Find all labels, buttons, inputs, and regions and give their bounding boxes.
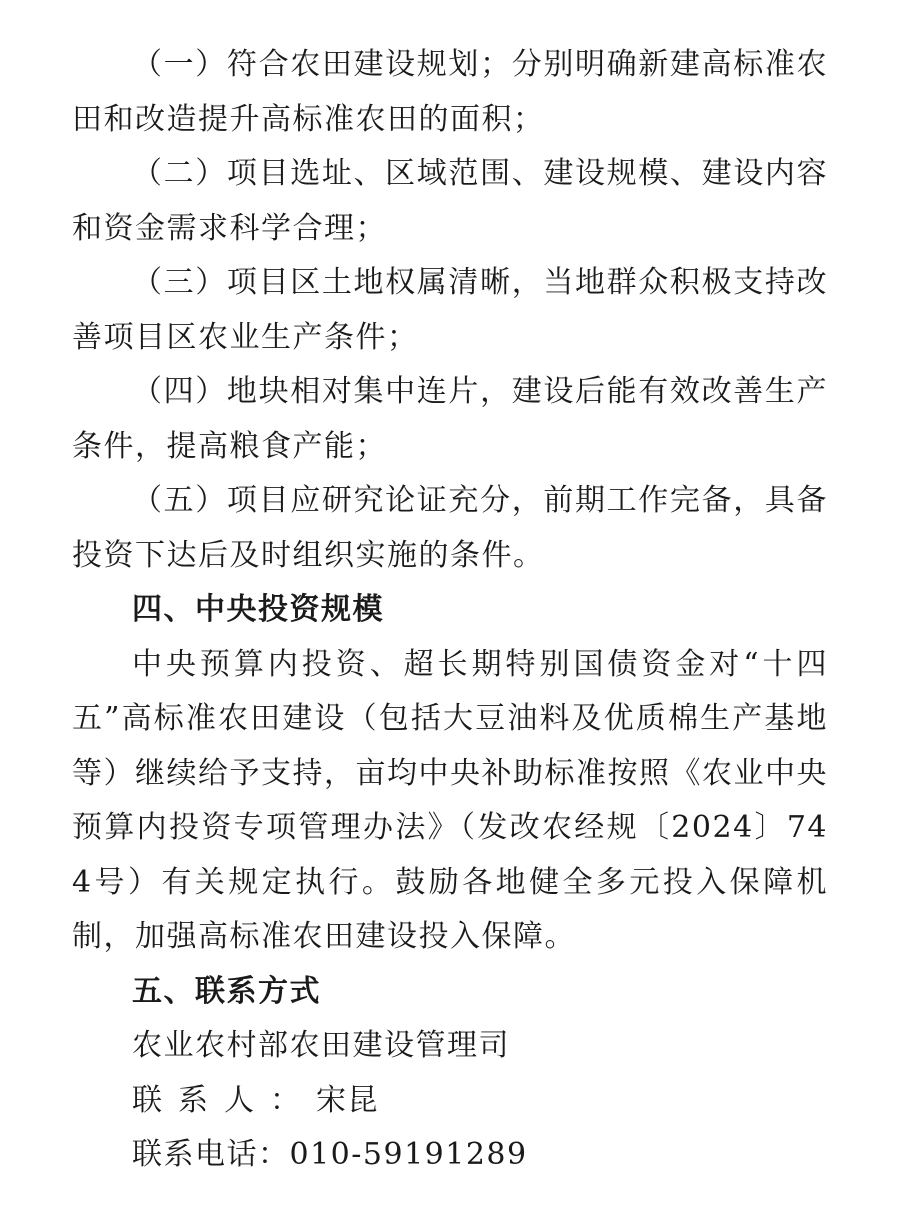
contact-person-line bbox=[72, 1074, 828, 1129]
condition-2: （二）项目选址、区域范围、建设规模、建设内容和资金需求科学合理； bbox=[72, 156, 828, 246]
contact-person-label: 联系人： bbox=[132, 1082, 316, 1118]
section-4-heading: 四、中央投资规模 bbox=[132, 592, 384, 627]
condition-5: （五）项目应研究论证充分，前期工作完备，具备投资下达后及时组织实施的条件。 bbox=[72, 483, 828, 573]
contact-phone-number: 010-59191289 bbox=[289, 1137, 528, 1172]
condition-3: （三）项目区土地权属清晰，当地群众积极支持改善项目区农业生产条件； bbox=[72, 265, 828, 355]
condition-4: （四）地块相对集中连片，建设后能有效改善生产条件，提高粮食产能； bbox=[72, 374, 828, 464]
contact-organization: 农业农村部农田建设管理司 bbox=[132, 1028, 510, 1063]
contact-person-name: 宋昆 bbox=[316, 1082, 379, 1118]
contact-phone-label: 联系电话： bbox=[132, 1137, 290, 1172]
section-4-body: 中央预算内投资、超长期特别国债资金对“十四五”高标准农田建设（包括大豆油料及优质棉生产基地等）继续给予支持，亩均中央补助标准按照《农业中央预算内投资专项管理办法》（发改农经规〔2024〕744号）有关规定执行。鼓励各地健全多元投入保障机制，加强高标准农田建设投入保障。 bbox=[72, 646, 828, 954]
section-5-heading: 五、联系方式 bbox=[132, 973, 321, 1009]
condition-1: （一）符合农田建设规划；分别明确新建高标准农田和改造提升高标准农田的面积； bbox=[72, 47, 828, 137]
contact-phone-line bbox=[72, 1128, 828, 1183]
